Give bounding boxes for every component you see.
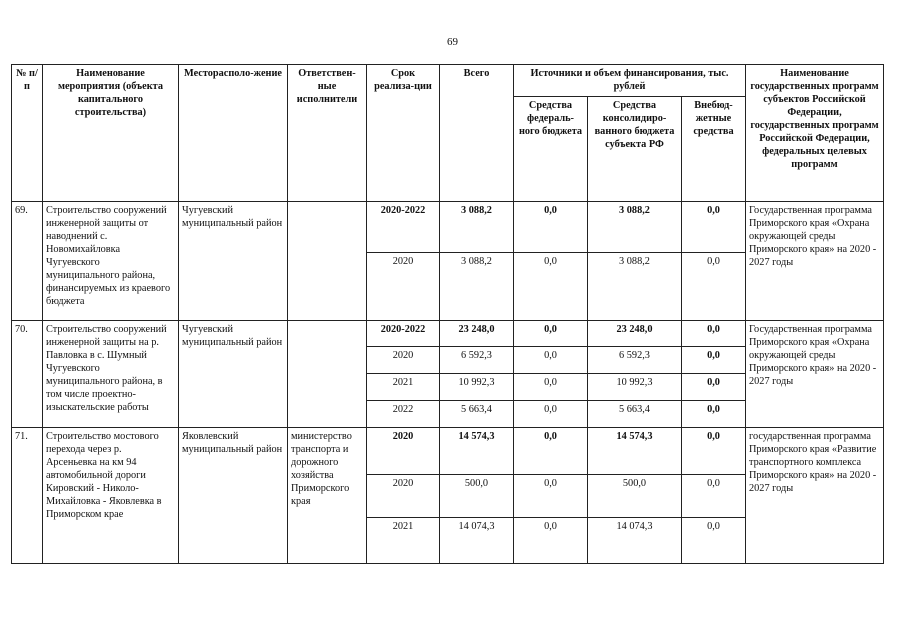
row-regional: 23 248,0 xyxy=(588,321,682,347)
row-regional: 3 088,2 xyxy=(588,253,682,321)
row-offbudget: 0,0 xyxy=(682,428,746,475)
row-regional: 5 663,4 xyxy=(588,401,682,428)
row-period: 2022 xyxy=(367,401,440,428)
row-regional: 3 088,2 xyxy=(588,202,682,253)
row-offbudget: 0,0 xyxy=(682,321,746,347)
row-regional: 14 574,3 xyxy=(588,428,682,475)
row-total: 23 248,0 xyxy=(440,321,514,347)
row-period: 2020 xyxy=(367,253,440,321)
header-sources: Источники и объем финансирования, тыс. рублей xyxy=(514,65,746,97)
row-location: Яковлевский муниципальный район xyxy=(179,428,288,564)
row-offbudget: 0,0 xyxy=(682,253,746,321)
row-total: 10 992,3 xyxy=(440,374,514,401)
table-row xyxy=(12,202,884,253)
row-num: 70. xyxy=(12,321,43,428)
row-total: 500,0 xyxy=(440,475,514,518)
row-program: Государственная программа Приморского края «Охрана окружающей среды Приморского края» на 2020 - 2027 годы xyxy=(746,202,884,321)
row-total: 3 088,2 xyxy=(440,253,514,321)
row-regional: 10 992,3 xyxy=(588,374,682,401)
header-total: Всего xyxy=(440,65,514,202)
header-period: Срок реализа-ции xyxy=(367,65,440,202)
row-name: Строительство мостового перехода через р. Арсеньевка на км 94 автомобильной дороги Кировский - Николо-Михайловка - Яковлевка в Приморском крае xyxy=(43,428,179,564)
row-federal: 0,0 xyxy=(514,475,588,518)
page-number: 69 xyxy=(447,36,458,48)
financing-table xyxy=(11,64,884,564)
row-offbudget: 0,0 xyxy=(682,347,746,374)
table-row xyxy=(12,428,884,475)
row-period: 2020 xyxy=(367,347,440,374)
row-federal: 0,0 xyxy=(514,347,588,374)
header-offbudget: Внебюд-жетные средства xyxy=(682,97,746,202)
row-offbudget: 0,0 xyxy=(682,374,746,401)
header-responsible: Ответствен-ные исполнители xyxy=(288,65,367,202)
header-federal: Средства федераль-ного бюджета xyxy=(514,97,588,202)
row-period: 2021 xyxy=(367,518,440,564)
row-name: Строительство сооружений инженерной защиты от наводнений с. Новомихайловка Чугуевского муниципального района, финансируемых из краевого бюджета xyxy=(43,202,179,321)
row-regional: 14 074,3 xyxy=(588,518,682,564)
row-regional: 6 592,3 xyxy=(588,347,682,374)
row-total: 14 574,3 xyxy=(440,428,514,475)
header-num: № п/п xyxy=(12,65,43,202)
row-total: 3 088,2 xyxy=(440,202,514,253)
row-federal: 0,0 xyxy=(514,321,588,347)
row-num: 71. xyxy=(12,428,43,564)
header-programs: Наименование государственных программ субъектов Российской Федерации, государственных программ Российской Федерации, федеральных целевых программ xyxy=(746,65,884,202)
row-num: 69. xyxy=(12,202,43,321)
row-total: 6 592,3 xyxy=(440,347,514,374)
row-offbudget: 0,0 xyxy=(682,518,746,564)
row-responsible xyxy=(288,202,367,321)
row-period: 2020 xyxy=(367,475,440,518)
row-offbudget: 0,0 xyxy=(682,401,746,428)
header-regional: Средства консолидиро-ванного бюджета субъекта РФ xyxy=(588,97,682,202)
row-location: Чугуевский муниципальный район xyxy=(179,202,288,321)
row-regional: 500,0 xyxy=(588,475,682,518)
row-location: Чугуевский муниципальный район xyxy=(179,321,288,428)
header-location: Месторасполо-жение xyxy=(179,65,288,202)
row-federal: 0,0 xyxy=(514,518,588,564)
row-federal: 0,0 xyxy=(514,374,588,401)
row-total: 14 074,3 xyxy=(440,518,514,564)
row-responsible: министерство транспорта и дорожного хозяйства Приморского края xyxy=(288,428,367,564)
row-program: Государственная программа Приморского края «Охрана окружающей среды Приморского края» на 2020 - 2027 годы xyxy=(746,321,884,428)
row-federal: 0,0 xyxy=(514,202,588,253)
header-name: Наименование мероприятия (объекта капитального строительства) xyxy=(43,65,179,202)
row-federal: 0,0 xyxy=(514,428,588,475)
row-program: государственная программа Приморского края «Развитие транспортного комплекса Приморского края» на 2020 - 2027 годы xyxy=(746,428,884,564)
row-responsible xyxy=(288,321,367,428)
row-total: 5 663,4 xyxy=(440,401,514,428)
row-federal: 0,0 xyxy=(514,253,588,321)
row-period: 2020-2022 xyxy=(367,202,440,253)
row-federal: 0,0 xyxy=(514,401,588,428)
row-period: 2020-2022 xyxy=(367,321,440,347)
row-name: Строительство сооружений инженерной защиты на р. Павловка в с. Шумный Чугуевского муниципального района, в том числе проектно-изыскательские работы xyxy=(43,321,179,428)
row-period: 2020 xyxy=(367,428,440,475)
row-offbudget: 0,0 xyxy=(682,475,746,518)
row-offbudget: 0,0 xyxy=(682,202,746,253)
table-row xyxy=(12,321,884,347)
row-period: 2021 xyxy=(367,374,440,401)
